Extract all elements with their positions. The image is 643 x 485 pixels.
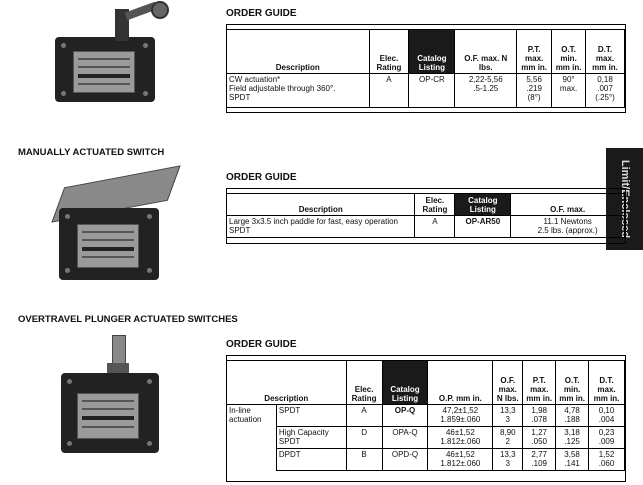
cell-description [227,74,370,108]
section-heading-overtravel: OVERTRAVEL PLUNGER ACTUATED SWITCHES [18,314,238,325]
val-line: 2,77 [531,450,547,459]
val-line: 4,78 [564,406,580,415]
cell-description [276,427,346,449]
val-line: 3 [505,415,510,424]
cell-catalog: OPA-Q [382,427,428,449]
order-guide-title-2: ORDER GUIDE [226,172,297,183]
col-op: O.P. mm in. [428,361,493,405]
cell-catalog: OP-CR [409,74,455,108]
section-heading-manual: MANUALLY ACTUATED SWITCH [18,147,165,158]
cell-elec: B [346,449,382,471]
cell-elec: D [346,427,382,449]
val-line: .007 [597,84,613,93]
order-guide-table-2 [226,193,625,238]
cell-elec: A [415,216,455,238]
cell-ot [552,74,586,108]
table-row [227,427,625,449]
desc-line: DPDT [278,450,301,459]
cell-op [428,405,493,427]
col-of: O.F. max. N lbs. [493,361,523,405]
val-line: .125 [564,437,580,446]
val-line: 3,18 [564,428,580,437]
col-elec-rating: Elec. Rating [415,194,455,216]
val-line: 2.5 lbs. (approx.) [537,226,598,235]
val-line: .219 [526,84,542,93]
desc-line: SPDT [229,226,251,235]
cell-pt [523,427,556,449]
cell-group-label [227,405,277,471]
val-line: .004 [598,415,615,424]
col-pt: P.T. max. mm in. [523,361,556,405]
order-guide-table-3 [226,360,625,471]
cell-elec: A [346,405,382,427]
val-line: 1.812±.060 [440,437,481,446]
order-guide-title-1: ORDER GUIDE [226,8,297,19]
table-row [227,74,625,108]
cell-dt [586,74,625,108]
cell-catalog: OP-Q [382,405,428,427]
val-line: 46±1,52 [445,428,475,437]
cell-description [227,216,415,238]
col-ot: O.T. min. mm in. [556,361,589,405]
val-line: .5-1.25 [473,84,499,93]
val-line: 46±1,52 [445,450,475,459]
cell-ot [556,427,589,449]
cell-dt [589,427,625,449]
col-catalog-listing: Catalog Listing [409,30,455,74]
cell-of [511,216,625,238]
col-catalog-listing: Catalog Listing [455,194,511,216]
desc-line: Large 3x3.5 inch paddle for fast, easy operation [229,217,398,226]
col-catalog-listing: Catalog Listing [382,361,428,405]
order-guide-table-1 [226,29,625,108]
desc-line: SPDT [229,93,251,102]
val-line: .050 [531,437,547,446]
val-line: (8°) [527,93,541,102]
desc-line: Field adjustable through 360°. [229,84,336,93]
val-line: .060 [598,459,615,468]
col-dt: D.T. max. mm in. [589,361,625,405]
cell-of [493,427,523,449]
col-elec-rating: Elec. Rating [346,361,382,405]
col-description: Description [227,30,370,74]
col-of: O.F. max. [511,194,625,216]
val-line: .109 [531,459,547,468]
desc-line: CW actuation* [229,75,281,84]
table-row [227,216,625,238]
table-row [227,449,625,471]
col-description: Description [227,194,415,216]
section-tab-label: Limit/Enclosed [618,159,631,239]
val-line: 1,98 [531,406,547,415]
col-description: Description [227,361,347,405]
val-line: .078 [531,415,547,424]
val-line: 11.1 Newtons [543,217,592,226]
col-elec-rating: Elec. Rating [369,30,409,74]
cell-pt [523,449,556,471]
val-line: 1,27 [531,428,547,437]
val-line: 90° [562,75,575,84]
val-line: .009 [598,437,615,446]
val-line: 1.859±.060 [440,415,481,424]
val-line: .188 [564,415,580,424]
cell-of [493,449,523,471]
cell-of [455,74,517,108]
table-row [227,405,625,427]
col-pt: P.T. max. mm in. [517,30,552,74]
val-line: 2,22-5,56 [468,75,503,84]
val-line: 8,90 [499,428,516,437]
val-line: 1,52 [598,450,615,459]
cell-ot [556,405,589,427]
cell-dt [589,405,625,427]
cell-catalog: OPD-Q [382,449,428,471]
cell-description [276,449,346,471]
val-line: 3 [505,459,510,468]
desc-line: High Capacity [278,428,329,437]
cell-of [493,405,523,427]
group-line: In-line [229,406,251,415]
val-line: 1.812±.060 [440,459,481,468]
cell-catalog: OP-AR50 [455,216,511,238]
col-of: O.F. max. N lbs. [455,30,517,74]
val-line: 5,56 [526,75,542,84]
val-line: (.25°) [595,93,615,102]
cell-pt [523,405,556,427]
cell-description [276,405,346,427]
val-line: 3,58 [564,450,580,459]
val-line: 2 [505,437,510,446]
val-line: 47,2±1,52 [442,406,479,415]
col-ot: O.T. min. mm in. [552,30,586,74]
desc-line: SPDT [278,437,301,446]
paddle-switch-photo [45,168,175,288]
cell-op [428,449,493,471]
roller-lever-switch-photo [55,5,175,105]
val-line: 0,10 [598,406,615,415]
val-line: 13,3 [499,406,516,415]
val-line: 0,23 [598,428,615,437]
plunger-switch-photo [55,335,165,465]
val-line: 13,3 [499,450,516,459]
group-line: actuation [229,415,262,424]
cell-ot [556,449,589,471]
val-line: .141 [564,459,580,468]
cell-op [428,427,493,449]
val-line: max. [559,84,578,93]
cell-dt [589,449,625,471]
col-dt: D.T. max. mm in. [586,30,625,74]
val-line: 0,18 [597,75,613,84]
desc-line: SPDT [278,406,301,415]
order-guide-title-3: ORDER GUIDE [226,339,297,350]
cell-pt [517,74,552,108]
cell-elec: A [369,74,409,108]
